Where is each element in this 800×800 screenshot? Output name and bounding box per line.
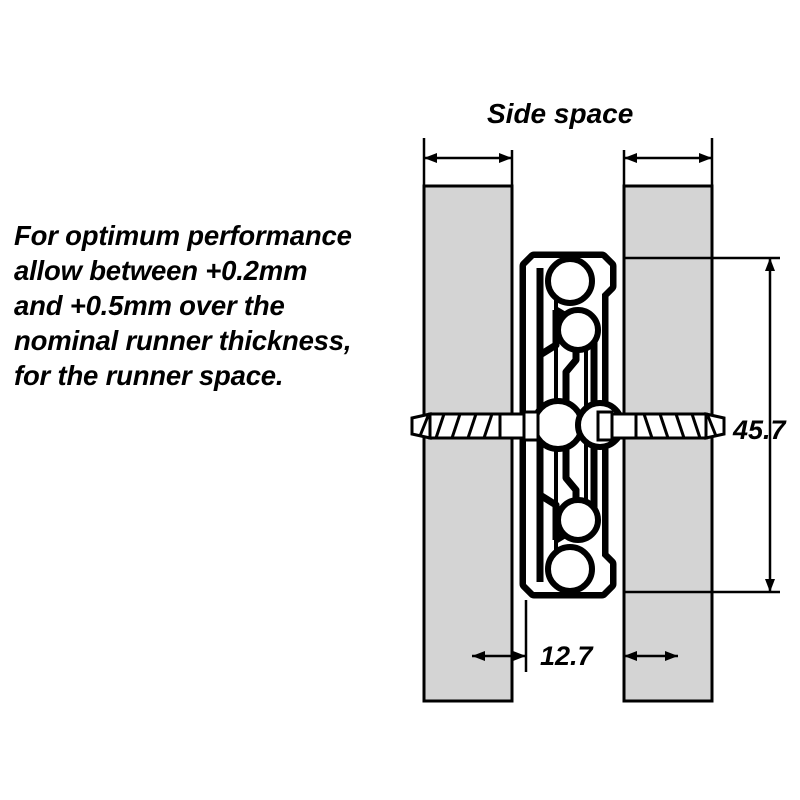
ball-bearing-lower xyxy=(558,500,598,540)
side-space-label: Side space xyxy=(487,98,634,129)
ball-bearing-upper xyxy=(558,310,598,350)
note-line-1: For optimum performance xyxy=(14,220,352,251)
height-dimension-label: 45.7 xyxy=(733,415,786,445)
ball-bearing-bottom xyxy=(548,547,592,591)
ball-bearing-top xyxy=(548,259,592,303)
note-line-3: and +0.5mm over the xyxy=(14,290,285,321)
note-line-5: for the runner space. xyxy=(14,360,284,391)
note-line-2: allow between +0.2mm xyxy=(14,255,308,286)
drawer-side-panel xyxy=(624,186,712,701)
ball-bearing-mid-left xyxy=(534,401,582,449)
cabinet-side-panel xyxy=(424,186,512,701)
screw-right xyxy=(598,412,724,440)
note-line-4: nominal runner thickness, xyxy=(14,325,352,356)
screw-left xyxy=(412,412,538,440)
width-dimension-label: 12.7 xyxy=(540,641,593,671)
